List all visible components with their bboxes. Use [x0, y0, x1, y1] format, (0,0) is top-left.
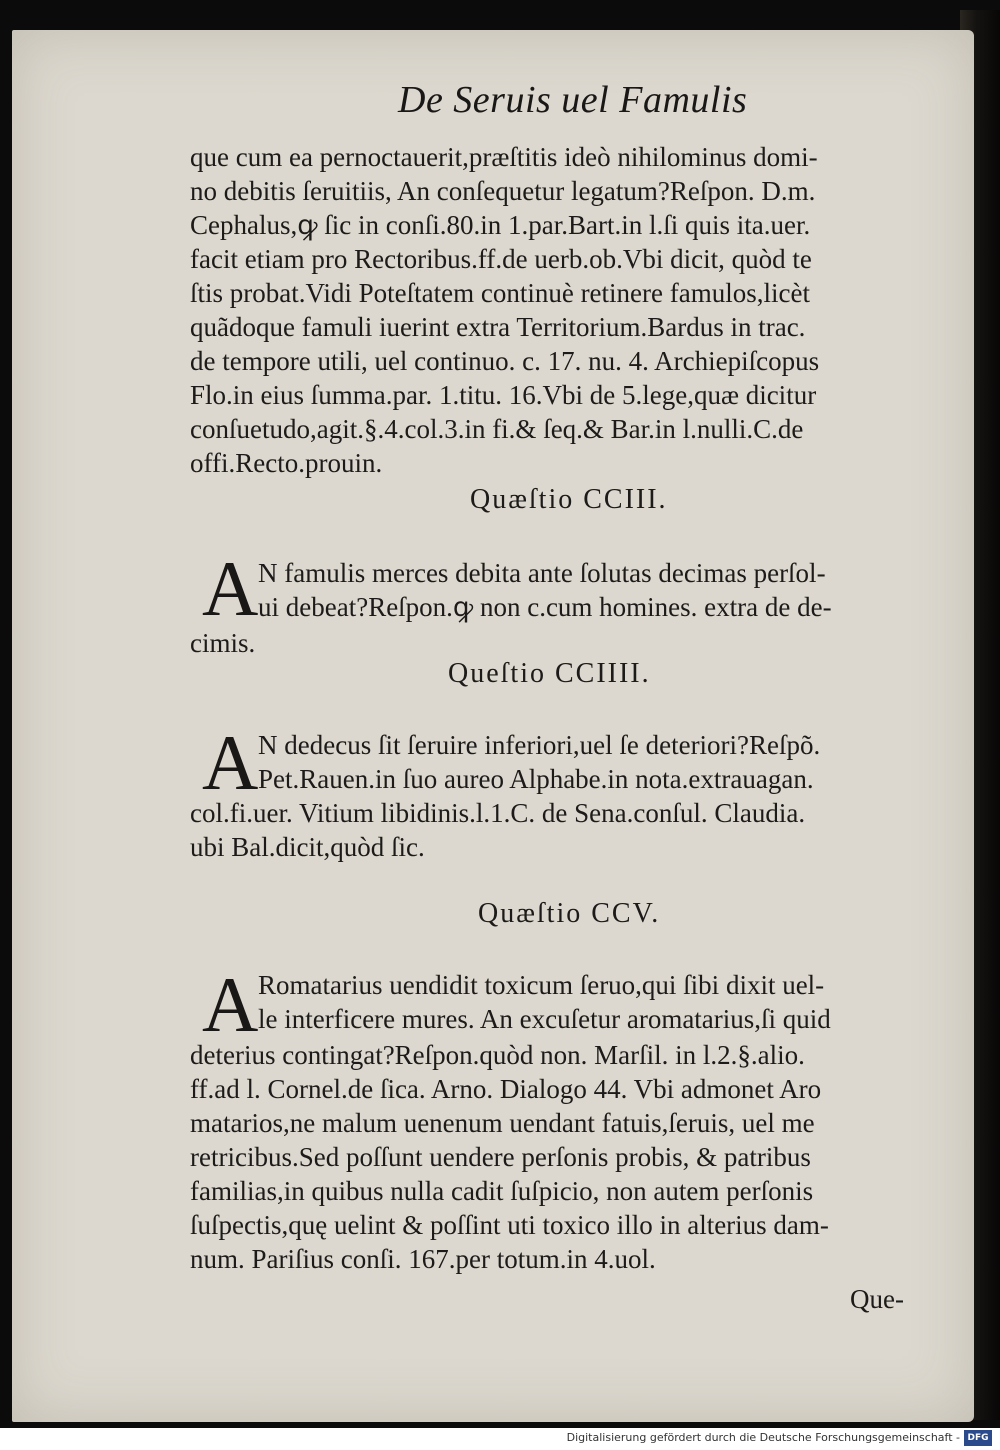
- footer-credit: Digitalisierung gefördert durch die Deutsche Forschungsgemeinschaft -: [566, 1431, 960, 1444]
- drop-cap: A: [202, 961, 259, 1048]
- drop-cap: A: [202, 545, 259, 632]
- text-line: ubi Bal.dicit,quòd ſic.: [190, 832, 425, 862]
- text-line: quãdoque famuli iuerint extra Territorium.Bardus in trac.: [190, 312, 806, 342]
- text-line: Cephalus,ꝙ ſic in conſi.80.in 1.par.Bart.in l.ſi quis ita.uer.: [190, 210, 811, 240]
- text-line: offi.Recto.prouin.: [190, 448, 383, 478]
- question-heading: Quæſtio CCV.: [478, 898, 661, 929]
- text-line: Flo.in eius ſumma.par. 1.titu. 16.Vbi de 5.lege,quæ dicitur: [190, 380, 817, 410]
- text-line: N famulis merces debita ante ſolutas decimas perſol-: [258, 558, 826, 588]
- text-line: ſtis probat.Vidi Poteſtatem continuè retinere famulos,licèt: [190, 278, 810, 308]
- text-line: num. Pariſius conſi. 167.per totum.in 4.uol.: [190, 1244, 656, 1274]
- text-line: cimis.: [190, 628, 256, 658]
- text-line: que cum ea pernoctauerit,præſtitis ideò nihilominus domi-: [190, 142, 818, 172]
- text-line: Romatarius uendidit toxicum ſeruo,qui ſibi dixit uel-: [258, 970, 825, 1000]
- text-line: Pet.Rauen.in ſuo aureo Alphabe.in nota.extrauagan.: [258, 764, 814, 794]
- question-heading: Queſtio CCIIII.: [448, 658, 651, 689]
- text-line: deterius contingat?Reſpon.quòd non. Marſil. in l.2.§.alio.: [190, 1040, 805, 1070]
- running-header: De Seruis uel Famulis: [398, 79, 748, 121]
- dfg-logo: DFG: [964, 1430, 992, 1446]
- text-line: de tempore utili, uel continuo. c. 17. nu. 4. Archiepiſcopus: [190, 346, 820, 376]
- text-line: facit etiam pro Rectoribus.ff.de uerb.ob.Vbi dicit, quòd te: [190, 244, 812, 274]
- text-line: ff.ad l. Cornel.de ſica. Arno. Dialogo 44. Vbi admonet Aro: [190, 1074, 822, 1104]
- text-line: N dedecus ſit ſeruire inferiori,uel ſe deteriori?Reſpõ.: [258, 730, 821, 760]
- text-line: familias,in quibus nulla cadit ſuſpicio, non autem perſonis: [190, 1176, 814, 1206]
- text-line: matarios,ne malum uenenum uendant fatuis,ſeruis, uel me: [190, 1108, 815, 1138]
- text-line: le interficere mures. An excuſetur aromatarius,ſi quid: [258, 1004, 831, 1034]
- question-heading: Quæſtio CCIII.: [470, 484, 668, 515]
- drop-cap: A: [202, 719, 259, 806]
- text-line: ſuſpectis,quę uelint & poſſint uti toxico illo in alterius dam-: [190, 1210, 829, 1240]
- text-line: conſuetudo,agit.§.4.col.3.in fi.& ſeq.& Bar.in l.nulli.C.de: [190, 414, 804, 444]
- text-line: col.fi.uer. Vitium libidinis.l.1.C. de Sena.conſul. Claudia.: [190, 798, 806, 828]
- text-line: no debitis ſeruitiis, An conſequetur legatum?Reſpon. D.m.: [190, 176, 816, 206]
- catchword: Que-: [850, 1284, 904, 1314]
- text-line: ui debeat?Reſpon.ꝙ non c.cum homines. extra de de-: [258, 592, 832, 622]
- text-line: retricibus.Sed poſſunt uendere perſonis probis, & patribus: [190, 1142, 811, 1172]
